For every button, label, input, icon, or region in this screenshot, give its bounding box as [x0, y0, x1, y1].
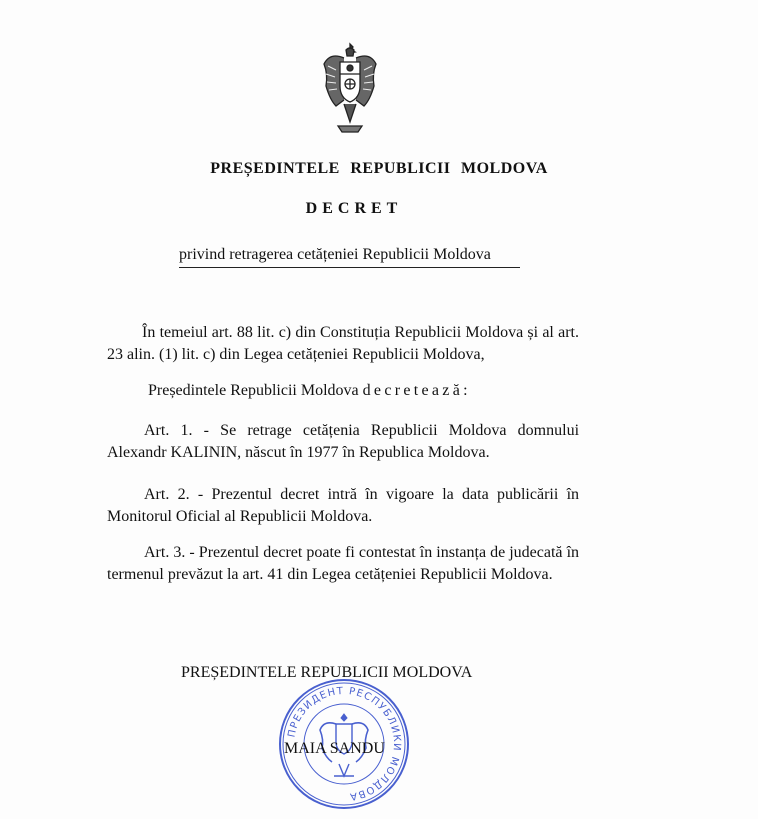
institution-heading: PREȘEDINTELE REPUBLICII MOLDOVA	[210, 160, 548, 177]
article-3	[107, 542, 579, 586]
signatory-name: MAIA SANDU	[284, 740, 385, 757]
decree-subject: privind retragerea cetățeniei Republicii Moldova	[179, 246, 520, 268]
preamble-paragraph: În temeiul art. 88 lit. c) din Constituția Republicii Moldova și al art. 23 alin. (1) lit. c) din Legea cetățeniei Republicii Moldova,	[107, 324, 579, 363]
decrees-line	[148, 380, 471, 402]
decrees-subject: Președintele Republicii Moldova	[148, 382, 359, 399]
article-text: - Prezentul decret intră în vigoare la data publicării în Monitorul Oficial al Republicii Moldova.	[107, 486, 580, 525]
article-label: Art. 1.	[144, 422, 193, 439]
seal-text: ПРЕЗИДЕНТ РЕСПУБЛИКИ МОЛДОВА	[286, 685, 403, 802]
article-label: Art. 3.	[144, 544, 186, 561]
article-text: - Se retrage cetățenia Republicii Moldova domnului Alexandr KALININ, născut în 1977 în Republica Moldova.	[107, 422, 580, 461]
article-label: Art. 2.	[144, 486, 190, 503]
coat-of-arms-icon	[318, 40, 382, 136]
article-1	[107, 420, 579, 464]
article-2	[107, 484, 579, 528]
signatory-title: PREȘEDINTELE REPUBLICII MOLDOVA	[181, 664, 473, 681]
article-text: - Prezentul decret poate fi contestat în instanța de judecată în termenul prevăzut la art. 41 din Legea cetățeniei Republicii Moldova.	[107, 544, 580, 583]
decrees-verb: decretează:	[362, 382, 471, 399]
document-type-heading: DECRET	[305, 200, 403, 217]
